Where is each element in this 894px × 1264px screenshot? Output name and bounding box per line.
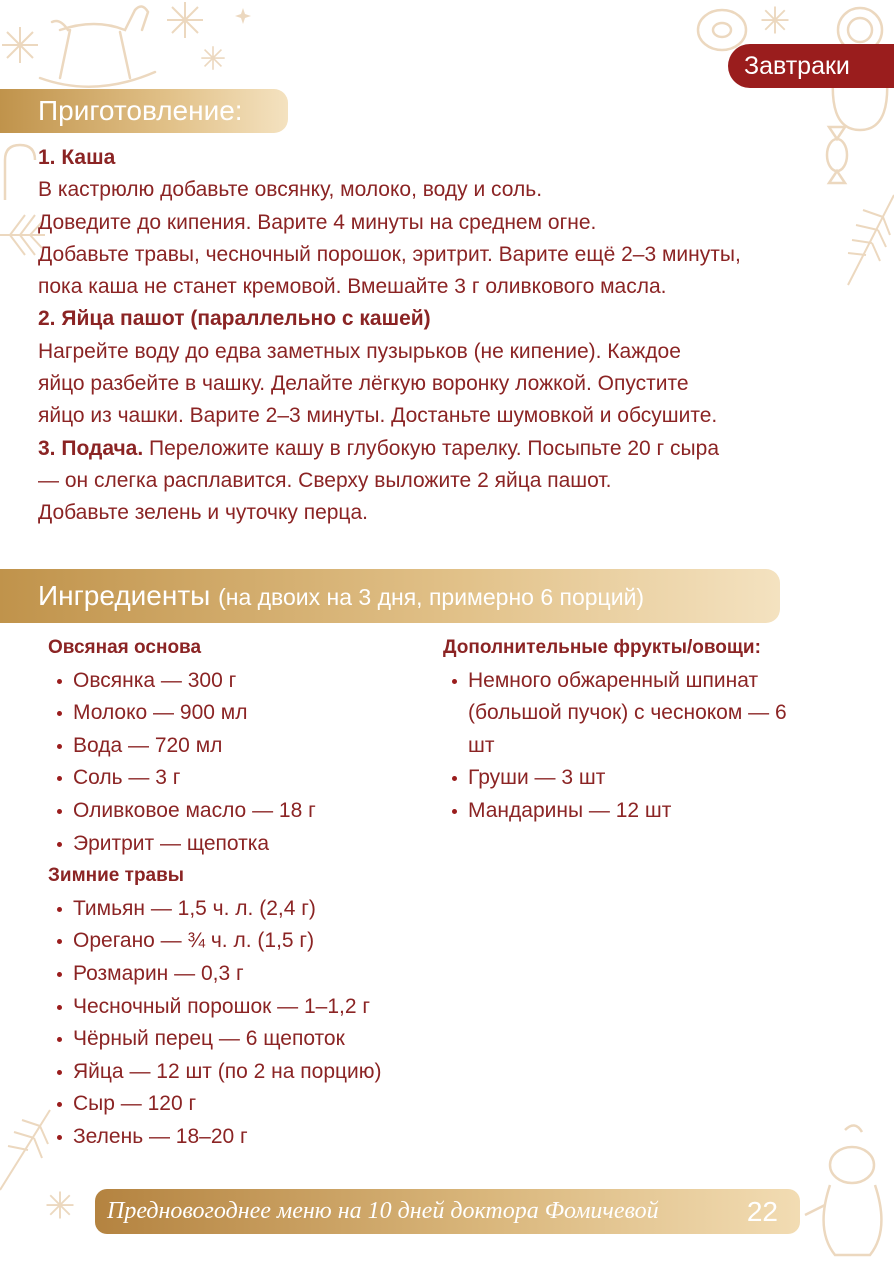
snowflake-icon (165, 0, 205, 40)
ingredient-list (443, 665, 843, 828)
ingredients-left-column (48, 632, 438, 1154)
list-item: Сыр — 120 г (48, 1088, 438, 1121)
ingredients-subtitle: (на двоих на 3 дня, примерно 6 порций) (218, 584, 645, 610)
step2-line: яйцо из чашки. Варите 2–3 минуты. Достаньте шумовкой и обсушите. (38, 404, 718, 428)
list-item: Немного обжаренный шпинат (большой пучок) с чесноком — 6 шт (443, 665, 808, 763)
group-title: Овсяная основа (48, 637, 202, 658)
snowflake-icon (760, 5, 790, 35)
list-item: Эритрит — щепотка (48, 828, 438, 861)
list-item: Овсянка — 300 г (48, 665, 438, 698)
list-item: Мандарины — 12 шт (443, 795, 843, 828)
step1-title: 1. Каша (38, 146, 116, 169)
step2-title: 2. Яйца пашот (параллельно с кашей) (38, 307, 431, 331)
candy-icon (0, 140, 40, 200)
ingredients-heading (0, 569, 780, 623)
footer-bar (95, 1189, 800, 1234)
group-title: Зимние травы (48, 865, 185, 887)
preparation-text (38, 142, 878, 530)
ingredients-right-column (443, 632, 843, 828)
step1-line: В кастрюлю добавьте овсянку, молоко, воду и соль. (38, 178, 543, 202)
step1-line: Добавьте травы, чесночный порошок, эритрит. Варите ещё 2–3 минуты, (38, 242, 741, 266)
list-item: Чесночный порошок — 1–1,2 г (48, 991, 438, 1024)
list-item: Вода — 720 мл (48, 730, 438, 763)
step1-line: Доведите до кипения. Варите 4 минуты на среднем огне. (38, 210, 597, 234)
snowflake-icon (0, 25, 40, 65)
page-number: 22 (746, 1196, 778, 1227)
list-item: Зелень — 18–20 г (48, 1121, 438, 1154)
step3-title: 3. Подача. (38, 436, 144, 460)
snowflake-icon (200, 45, 226, 71)
footer-title: Предновогоднее меню на 10 дней доктора Фомичевой (107, 1198, 659, 1224)
samovar-icon (800, 1120, 894, 1264)
list-item: Орегано — ¾ ч. л. (1,5 г) (48, 925, 438, 958)
list-item: Чёрный перец — 6 щепоток (48, 1023, 438, 1056)
list-item: Яйца — 12 шт (по 2 на порцию) (48, 1056, 438, 1089)
list-item: Соль — 3 г (48, 762, 438, 795)
section-tag: Завтраки (728, 44, 894, 88)
preparation-heading: Приготовление: (0, 89, 288, 133)
step3-line: Добавьте зелень и чуточку перца. (38, 501, 368, 525)
list-item: Розмарин — 0,3 г (48, 958, 438, 991)
step1-line: пока каша не станет кремовой. Вмешайте 3 г оливкового масла. (38, 275, 667, 299)
step2-line: Нагрейте воду до едва заметных пузырьков (не кипение). Каждое (38, 339, 681, 363)
star-icon (235, 8, 251, 24)
group-title: Дополнительные фрукты/овощи: (443, 637, 761, 658)
step3-line: — он слегка расплавится. Сверху выложите 2 яйца пашот. (38, 468, 612, 492)
list-item: Молоко — 900 мл (48, 697, 438, 730)
list-item: Оливковое масло — 18 г (48, 795, 438, 828)
step2-line: яйцо разбейте в чашку. Делайте лёгкую воронку ложкой. Опустите (38, 372, 689, 396)
ingredient-list (48, 893, 438, 1154)
rocking-horse-icon (30, 0, 160, 95)
list-item: Тимьян — 1,5 ч. л. (2,4 г) (48, 893, 438, 926)
snowflake-icon (45, 1190, 75, 1220)
step3-line: 3. Подача. Переложите кашу в глубокую тарелку. Посыпьте 20 г сыра (38, 436, 720, 460)
ingredients-title: Ингредиенты (38, 580, 211, 611)
ingredient-list (48, 665, 438, 861)
list-item: Груши — 3 шт (443, 762, 843, 795)
